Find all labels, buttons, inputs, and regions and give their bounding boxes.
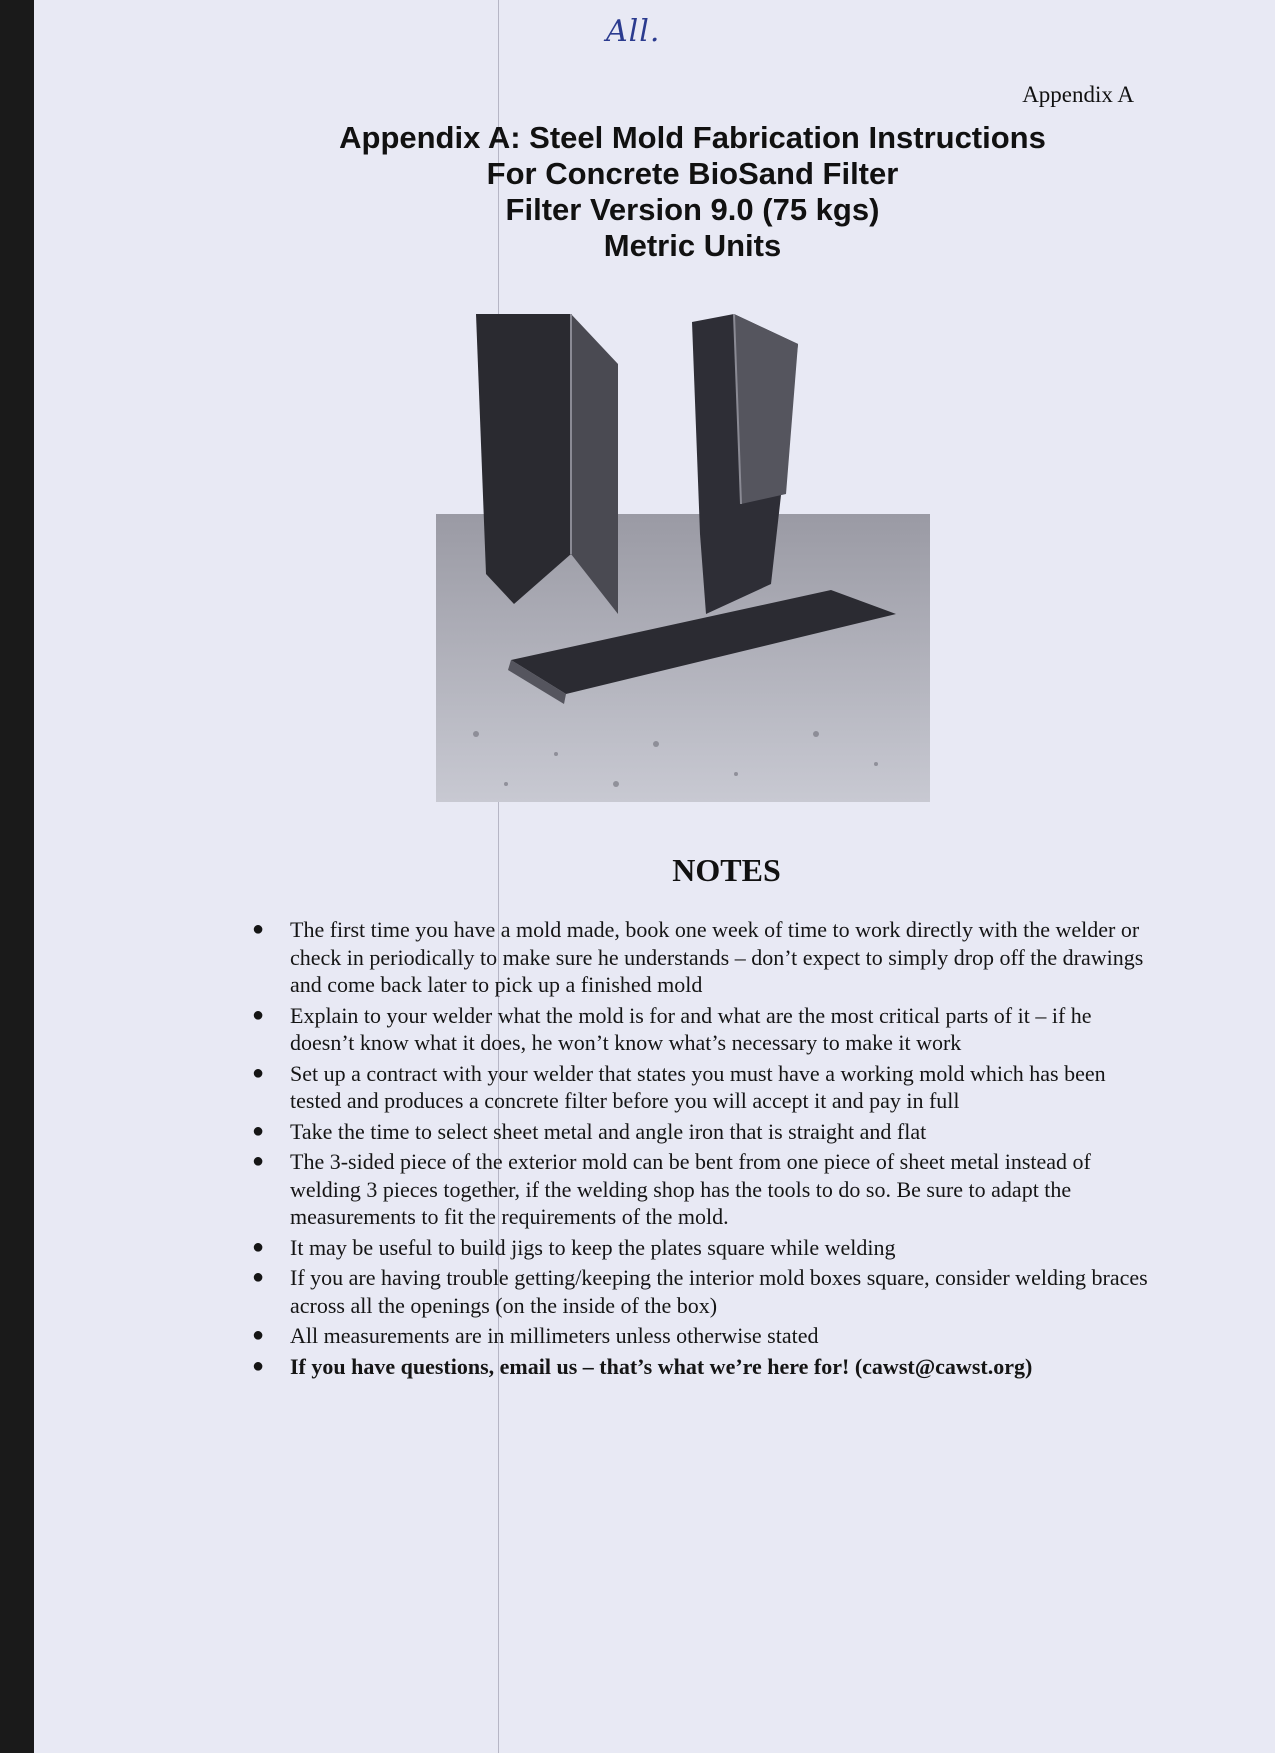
document-page [34, 0, 1275, 1753]
list-item [240, 1234, 1160, 1262]
title-line-4: Metric Units [603, 228, 782, 263]
list-item [240, 1060, 1160, 1115]
bullet-icon: ● [252, 1119, 265, 1142]
bullet-icon: ● [252, 1150, 265, 1172]
note-text: Set up a contract with your welder that states you must have a working mold which has been tested and produces a concrete filter before you will accept it and pay in full [290, 1060, 1106, 1113]
note-text: It may be useful to build jigs to keep the plates square while welding [290, 1234, 896, 1260]
page-header-label: Appendix A [1022, 82, 1134, 107]
contact-list-item [240, 1353, 1160, 1381]
note-text: Explain to your welder what the mold is for and what are the most critical parts of it – if he doesn’t know what it does, he won’t know what’s necessary to make it work [290, 1002, 1092, 1055]
bullet-icon: ● [252, 1235, 265, 1258]
list-item [240, 1322, 1160, 1350]
list-item [240, 1148, 1160, 1231]
list-item [240, 1002, 1160, 1057]
bullet-icon: ● [252, 918, 265, 940]
list-item [240, 1118, 1160, 1146]
document-title [34, 120, 1275, 264]
note-text: Take the time to select sheet metal and angle iron that is straight and flat [290, 1118, 927, 1144]
bullet-icon: ● [252, 1003, 265, 1026]
notes-list [240, 916, 1160, 1383]
bullet-icon: ● [252, 1061, 265, 1084]
bullet-icon: ● [252, 1266, 265, 1288]
title-line-1: Appendix A: Steel Mold Fabrication Instructions [339, 120, 1046, 155]
note-text: All measurements are in millimeters unless otherwise stated [290, 1323, 819, 1348]
title-line-2: For Concrete BioSand Filter [486, 156, 899, 191]
list-item [240, 916, 1160, 999]
list-item [240, 1264, 1160, 1319]
notes-heading: NOTES [672, 852, 781, 888]
bullet-icon: ● [252, 1354, 265, 1377]
note-text: The first time you have a mold made, book one week of time to work directly with the welder or check in periodically to make sure he understands – don’t expect to simply drop off the drawings and come back later to pick up a finished mold [290, 917, 1144, 997]
handwritten-annotation: All. [606, 14, 661, 49]
contact-note-text: If you have questions, email us – that’s what we’re here for! (cawst@cawst.org) [290, 1353, 1033, 1379]
steel-mold-photo [436, 314, 930, 802]
note-text: The 3-sided piece of the exterior mold can be bent from one piece of sheet metal instead of welding 3 pieces together, if the welding shop has the tools to do so. Be sure to adapt the measurements to fit the requirements of the mold. [290, 1149, 1091, 1229]
bullet-icon: ● [252, 1324, 265, 1346]
note-text: If you are having trouble getting/keeping the interior mold boxes square, consider welding braces across all the openings (on the inside of the box) [290, 1265, 1148, 1318]
title-line-3: Filter Version 9.0 (75 kgs) [505, 192, 880, 227]
